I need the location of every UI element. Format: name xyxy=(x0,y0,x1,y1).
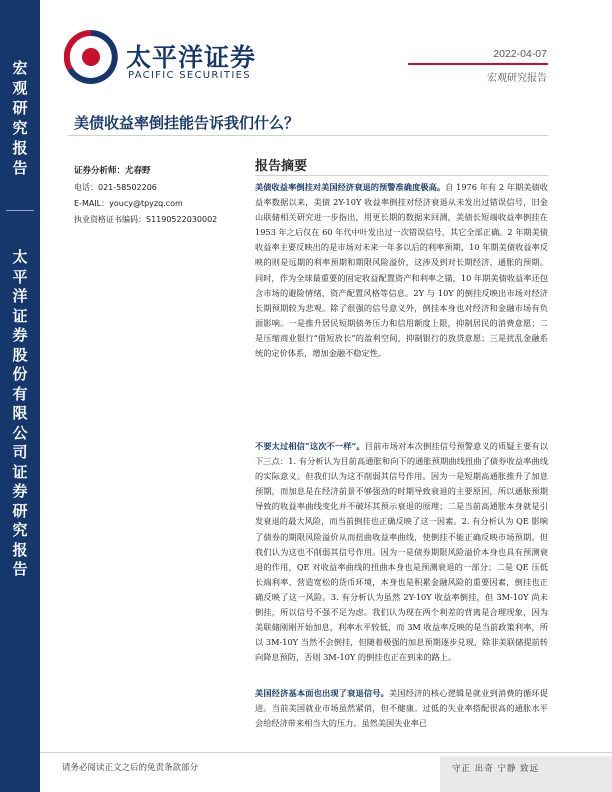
page-title: 美债收益率倒挂能告诉我们什么？ xyxy=(74,114,300,132)
sidebar-char: 究 xyxy=(12,521,28,539)
summary-paragraph-1 xyxy=(255,180,548,361)
sidebar-char: 研 xyxy=(12,501,28,520)
analyst-license: 执业资格证书编码：S1190522030002 xyxy=(74,215,218,224)
sidebar-char: 券 xyxy=(12,482,28,500)
footer-disclaimer: 请务必阅读正文之后的免责条款部分 xyxy=(62,763,199,773)
sidebar-char: 宏 xyxy=(12,59,28,77)
sidebar-char: 研 xyxy=(12,99,28,117)
analyst-email: E-MAIL：youcy@tpyzq.com xyxy=(74,199,183,208)
company-logo-icon xyxy=(64,30,118,84)
sidebar-char: 平 xyxy=(12,267,28,286)
paragraph-lead: 不要太过相信“这次不一样”。 xyxy=(255,441,365,451)
paragraph-lead: 美债收益率倒挂对美国经济衰退的预警准确度极高。 xyxy=(255,182,446,192)
sidebar-char: 有 xyxy=(12,384,28,403)
sidebar-company xyxy=(0,248,40,580)
report-date: 2022-04-07 xyxy=(493,48,547,60)
sidebar-char: 报 xyxy=(12,540,28,559)
paragraph-body: 美国经济的核心逻辑是就业到消费的循环促进。当前美国就业市场虽然紧俏，但不健康。过低的失业率搭配很高的通胀水平会给经济带来相当大的压力。虽然美国失业率已 xyxy=(255,688,548,729)
analyst-phone: 电话：021-58502206 xyxy=(74,183,157,192)
sidebar-char: 观 xyxy=(12,79,28,97)
sidebar-char: 证 xyxy=(12,462,28,481)
summary-heading: 报告摘要 xyxy=(255,159,308,174)
footer-motto: 守正 出奇 宁静 致远 xyxy=(452,764,540,774)
summary-paragraph-2 xyxy=(255,439,548,665)
paragraph-body: 自 1976 年有 2 年期美债收益率数据以来，美债 2Y-10Y 收益率倒挂对经济衰退从未发出过错误信号，旧金山联储相关研究进一步指出，用更长期的数据来回测，美债长短端收益率倒挂在 1953 年之后仅在 60 年代中叶发出过一次错误信号，其它全部正确。2 年期美债收益率主要反映出的是市场对未来一年多以后的利率预期，10 年期美债收益率反映的则是远期的利率预期和期限风险溢价，这涉及到对长期经济、通胀的预期。同时，作为全球最重要的固定收益配置资产和利率之锚，10 年期美债收益率还包含市场的避险情绪、资产配置风格等信息。2Y 与 10Y 的倒挂反映出市场对经济长期预期较为悲观。除了很强的信号意义外，倒挂本身也对经济和金融市场有负面影响。一是推升居民短期债务压力和信用额度上限，抑制居民的消费意愿；二是压缩商业银行“借短放长”的盈利空间，抑制银行的放贷意愿；三是扰乱金融系统的定价体系，增加金融不稳定性。 xyxy=(255,182,548,359)
sidebar-report-type xyxy=(0,58,40,178)
sidebar-char: 洋 xyxy=(12,287,28,305)
sidebar-char: 券 xyxy=(12,326,28,344)
report-type: 宏观研究报告 xyxy=(487,73,547,84)
sidebar-char: 究 xyxy=(12,119,28,137)
summary-heading-rule xyxy=(255,175,548,176)
sidebar-char: 告 xyxy=(12,560,28,578)
paragraph-lead: 美国经济基本面也出现了衰退信号。 xyxy=(255,688,390,698)
logo-chinese-name: 太平洋证券 xyxy=(126,43,257,72)
analyst-info xyxy=(74,164,244,230)
footer-rule xyxy=(40,752,612,753)
sidebar-char: 份 xyxy=(12,365,28,383)
sidebar-char: 报 xyxy=(12,139,28,157)
logo-english-name: PACIFIC SECURITIES xyxy=(128,70,251,81)
summary-paragraph-3 xyxy=(255,686,548,731)
sidebar-char: 太 xyxy=(12,248,28,266)
paragraph-body: 目前市场对本次倒挂信号预警意义的质疑主要有以下三点：1. 有分析认为目前高通胀和向下的通胀预期曲线扭曲了债券收益率曲线的实际意义。但我们认为这不削弱其信号作用。因为一是短期高通胀推升了加息预期，而加息是在经济前景不够强劲的时期导致衰退的主要原因，所以通胀预期导致的收益率曲线变化并不破坏其预示衰退的原理；二是当前高通胀本身就是引发衰退的最大风险，而当前倒挂也正确反映了这一因素。2. 有分析认为 QE 影响了债券的期限风险溢价从而扭曲收益率曲线，使倒挂不能正确反映市场预期。但我们认为这也不削弱其信号作用。因为一是债券期限风险溢价本身也具有预测衰退的作用，QE 对收益率曲线的扭曲本身也是预测衰退的一部分；二是 QE 压低长端利率、营造宽松的货币环境，本身也是积累金融风险的重要因素，倒挂也正确反映了这一风险。3. 有分析认为虽然 2Y-10Y 收益率倒挂，但 3M-10Y 尚未倒挂，所以信号不强不足为虑。我们认为现在两个利差的背离是合理现象，因为美联储刚刚开始加息，利率水平较低，而 3M 收益率反映的是当前政策利率，所以 3M-10Y 当然不会倒挂，但随着极强的加息预期逐步兑现，除非美联储提前转向降息预防，否则 3M-10Y 的倒挂也正在到来的路上。 xyxy=(255,441,548,663)
sidebar-char: 司 xyxy=(12,443,28,461)
sidebar-char: 限 xyxy=(12,404,28,422)
sidebar-char: 股 xyxy=(12,345,28,364)
sidebar-divider xyxy=(6,210,34,211)
sidebar-char: 证 xyxy=(12,306,28,325)
analyst-name: 证券分析师：尤春野 xyxy=(74,166,151,176)
sidebar-char: 公 xyxy=(12,423,28,442)
sidebar-char: 告 xyxy=(12,159,28,177)
header-red-rule xyxy=(408,63,548,65)
